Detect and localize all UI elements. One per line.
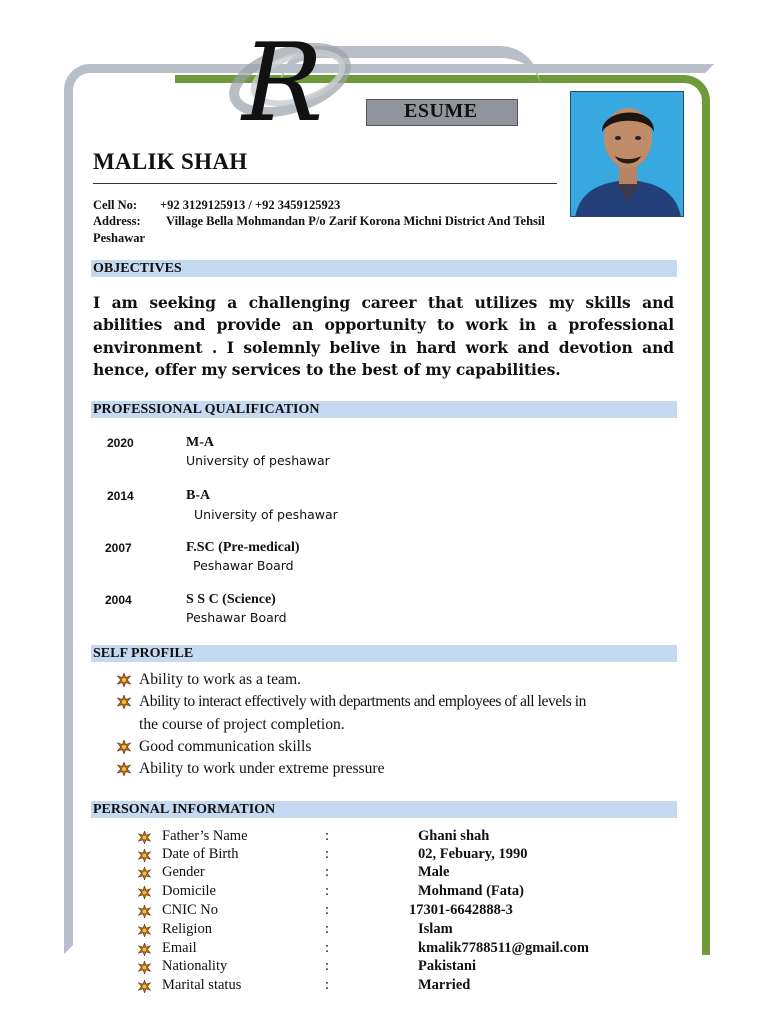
personal-info-value: Pakistani	[418, 958, 477, 974]
bullet-star-icon	[138, 943, 151, 956]
cell-value: +92 3129125913 / +92 3459125923	[160, 198, 341, 212]
personal-info-heading: PERSONAL INFORMATION	[91, 801, 677, 818]
qualification-institute: Peshawar Board	[186, 610, 287, 625]
personal-info-label: Religion	[162, 921, 212, 937]
bullet-star-icon	[138, 867, 151, 880]
self-profile-heading: SELF PROFILE	[91, 645, 677, 662]
name-underline	[93, 183, 557, 184]
cell-label: Cell No:	[93, 198, 138, 212]
qualification-year: 2007	[105, 541, 132, 555]
qualification-year: 2014	[107, 489, 134, 503]
qualification-degree: F.SC (Pre-medical)	[186, 540, 300, 555]
bullet-star-icon	[138, 831, 151, 844]
personal-info-label: Gender	[162, 864, 205, 880]
contact-cell	[93, 198, 340, 213]
personal-info-value: 02, Febuary, 1990	[418, 846, 528, 862]
qualification-heading: PROFESSIONAL QUALIFICATION	[91, 401, 677, 418]
bullet-star-icon	[138, 886, 151, 899]
personal-info-label: Date of Birth	[162, 846, 239, 862]
svg-text:R: R	[242, 28, 324, 138]
personal-info-colon: :	[325, 864, 330, 880]
qualification-institute: University of peshawar	[194, 507, 338, 522]
personal-info-colon: :	[325, 921, 330, 937]
self-profile-item-continued: the course of project completion.	[139, 716, 345, 733]
bullet-star-icon	[138, 961, 151, 974]
personal-info-colon: :	[325, 883, 330, 899]
bullet-star-icon	[117, 740, 131, 754]
personal-info-value[interactable]: kmalik7788511@gmail.com	[418, 940, 589, 956]
qualification-institute: Peshawar Board	[193, 558, 294, 573]
self-profile-item: Good communication skills	[139, 738, 312, 755]
contact-address	[93, 214, 545, 229]
personal-info-label: CNIC No	[162, 902, 218, 918]
personal-info-colon: :	[325, 940, 330, 956]
candidate-name: MALIK SHAH	[93, 149, 248, 174]
qualification-degree: S S C (Science)	[186, 592, 276, 607]
bullet-star-icon	[138, 924, 151, 937]
personal-info-label: Father’s Name	[162, 828, 248, 844]
address-label: Address:	[93, 214, 141, 228]
personal-info-value: Islam	[418, 921, 453, 937]
personal-info-colon: :	[325, 902, 330, 918]
resume-logo-r	[228, 28, 378, 138]
resume-title: ESUME	[404, 100, 478, 122]
bullet-star-icon	[138, 849, 151, 862]
objectives-heading: OBJECTIVES	[91, 260, 677, 277]
bullet-star-icon	[117, 673, 131, 687]
objectives-text: I am seeking a challenging career that utilizes my skills and abilities and provide an opportunity to work in a professional environment . I solemnly belive in hard work and devotion and hence, offer my services to the best of my capabilities.	[93, 293, 674, 379]
bullet-star-icon	[117, 762, 131, 776]
bullet-star-icon	[138, 905, 151, 918]
personal-info-colon: :	[325, 977, 330, 993]
self-profile-item: Ability to interact effectively with departments and employees of all levels in	[139, 693, 586, 710]
personal-info-value: Ghani shah	[418, 828, 490, 844]
profile-photo	[570, 91, 684, 217]
bullet-star-icon	[138, 980, 151, 993]
personal-info-label: Marital status	[162, 977, 242, 993]
qualification-year: 2020	[107, 436, 134, 450]
personal-info-colon: :	[325, 828, 330, 844]
address-value: Village Bella Mohmandan P/o Zarif Korona Michni District And Tehsil	[166, 214, 545, 228]
personal-info-label: Domicile	[162, 883, 216, 899]
bullet-star-icon	[117, 695, 131, 709]
personal-info-label: Email	[162, 940, 197, 956]
personal-info-colon: :	[325, 958, 330, 974]
qualification-degree: B-A	[186, 488, 211, 503]
personal-info-value: 17301-6642888-3	[409, 902, 513, 918]
self-profile-item: Ability to work under extreme pressure	[139, 760, 385, 777]
qualification-year: 2004	[105, 593, 132, 607]
qualification-degree: M-A	[186, 435, 214, 450]
personal-info-value: Married	[418, 977, 471, 993]
personal-info-value: Mohmand (Fata)	[418, 883, 524, 899]
self-profile-item: Ability to work as a team.	[139, 671, 301, 688]
qualification-institute: University of peshawar	[186, 453, 330, 468]
personal-info-label: Nationality	[162, 958, 228, 974]
personal-info-value: Male	[418, 864, 450, 880]
address-line2: Peshawar	[93, 231, 146, 245]
personal-info-colon: :	[325, 846, 330, 862]
